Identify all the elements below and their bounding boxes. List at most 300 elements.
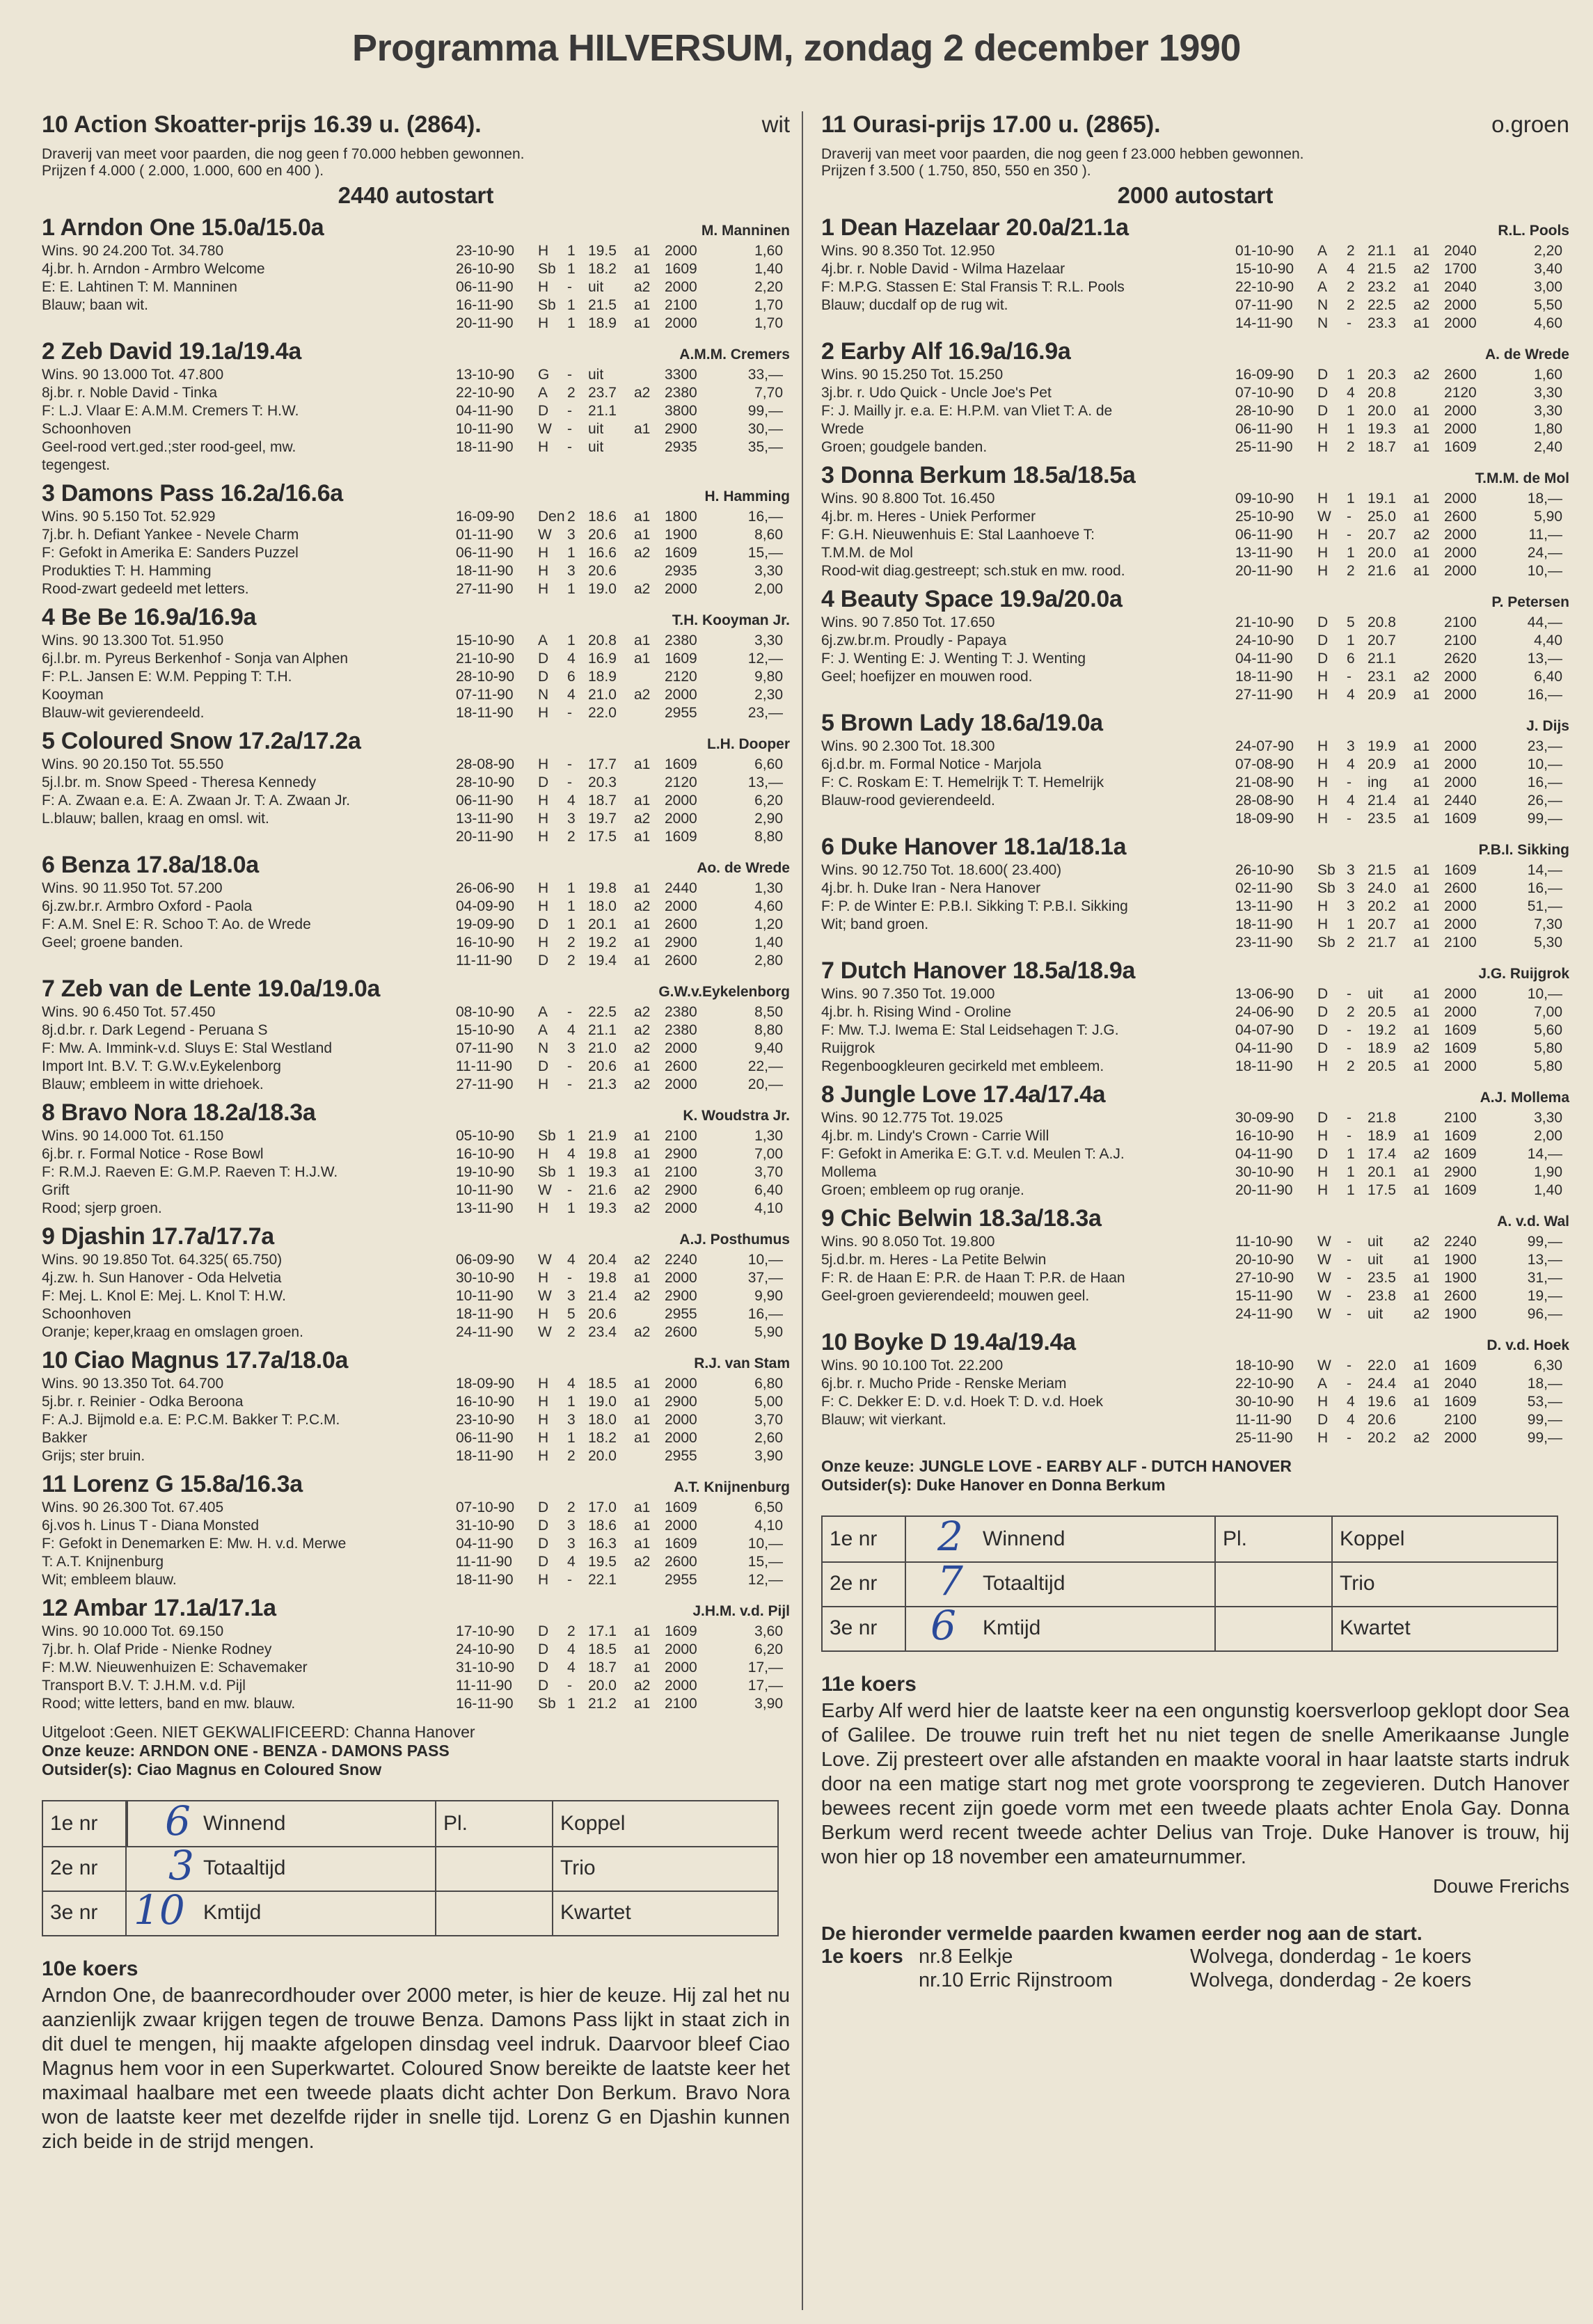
run-row	[456, 1127, 790, 1145]
run-time: 20.4	[588, 1252, 617, 1268]
run-odds: 5,80	[1534, 1040, 1562, 1056]
horse-trainer: K. Woudstra Jr.	[683, 1108, 790, 1124]
race-distance: 2000 autostart	[1117, 182, 1274, 208]
run-time: 19.4	[588, 953, 617, 969]
run-time: uit	[588, 421, 604, 437]
recent-runs	[1235, 1233, 1569, 1323]
run-odds: 5,30	[1534, 934, 1562, 950]
run-start: a1	[634, 315, 651, 331]
run-track: W	[1317, 509, 1331, 525]
run-date: 22-10-90	[1235, 1376, 1294, 1392]
run-start	[1413, 1109, 1444, 1127]
recent-runs	[456, 1375, 790, 1465]
run-place: -	[567, 1182, 572, 1198]
run-track: H	[538, 545, 549, 561]
horse-name: 1 Arndon One 15.0a/15.0a	[42, 214, 324, 241]
horse-detail-line: Grijs; ster bruin.	[42, 1448, 145, 1464]
run-odds: 14,—	[1527, 1146, 1562, 1162]
run-place: 1	[567, 1200, 576, 1216]
run-place: 1	[567, 1164, 576, 1180]
run-distance: 1700	[1444, 261, 1477, 277]
run-row	[1235, 1233, 1569, 1251]
run-distance: 2900	[665, 1394, 697, 1410]
run-date: 11-11-90	[456, 1678, 512, 1694]
run-place: 1	[1347, 421, 1355, 437]
run-distance: 2000	[665, 1660, 697, 1676]
run-start: a2	[1413, 1306, 1430, 1322]
run-start: a1	[1413, 934, 1430, 950]
horse-detail-line: Schoonhoven	[42, 421, 132, 437]
horse-name: 2 Zeb David 19.1a/19.4a	[42, 338, 301, 365]
run-track: W	[538, 421, 552, 437]
horse-detail-line: F: C. Dekker E: D. v.d. Hoek T: D. v.d. Hoek	[821, 1394, 1103, 1410]
result-row-2	[43, 1842, 777, 1892]
run-date: 24-11-90	[456, 1324, 514, 1340]
run-row	[456, 260, 790, 278]
horse-detail-line: F: P.L. Jansen E: W.M. Pepping T: T.H.	[42, 669, 292, 685]
run-track: H	[1317, 545, 1329, 561]
run-row	[456, 1659, 790, 1677]
run-date: 18-11-90	[1235, 1058, 1293, 1074]
run-track: W	[1317, 1306, 1331, 1322]
run-track: H	[538, 315, 549, 331]
run-odds: 8,60	[754, 527, 783, 543]
run-distance: 2380	[665, 1022, 697, 1038]
horse-detail-line: Wins. 90 6.450 Tot. 57.450	[42, 1004, 216, 1020]
run-time: 21.5	[588, 297, 617, 313]
horse-body	[42, 632, 790, 722]
run-track: H	[1317, 774, 1329, 790]
run-track: W	[538, 1182, 552, 1198]
run-time: 21.1	[588, 403, 617, 419]
run-row	[1235, 1181, 1569, 1200]
result-label-kwartet: Kwartet	[560, 1901, 631, 1924]
horse-entry	[42, 976, 790, 1094]
run-distance: 1609	[665, 1499, 697, 1515]
horse-header	[821, 338, 1569, 366]
run-place: -	[1347, 1110, 1352, 1126]
run-place: 1	[1347, 403, 1355, 419]
result-label-trio: Trio	[1340, 1572, 1375, 1595]
run-row	[456, 1677, 790, 1695]
run-track: W	[538, 527, 552, 543]
run-start: a1	[634, 527, 651, 543]
run-odds: 20,—	[747, 1076, 783, 1092]
run-date: 27-11-90	[456, 581, 514, 597]
horse-entry	[42, 1471, 790, 1589]
race-picks	[821, 1457, 1569, 1495]
horse-trainer: Ao. de Wrede	[697, 860, 790, 876]
run-date: 06-11-90	[456, 545, 514, 561]
recent-runs	[1235, 366, 1569, 456]
recent-runs	[456, 1499, 790, 1589]
horse-detail-line: Blauw; ducdalf op de rug wit.	[821, 297, 1008, 313]
run-track: H	[1317, 1182, 1329, 1198]
horse-name: 7 Zeb van de Lente 19.0a/19.0a	[42, 976, 381, 1002]
run-date: 18-09-90	[456, 1376, 515, 1392]
run-row	[1235, 1305, 1569, 1323]
run-track: Sb	[538, 1696, 556, 1712]
run-place: 1	[567, 261, 576, 277]
race-header	[42, 111, 790, 142]
run-distance: 2955	[665, 1306, 697, 1322]
horse-details	[42, 1251, 456, 1342]
horse-body	[42, 366, 790, 475]
run-distance: 2000	[1444, 1004, 1477, 1020]
run-time: 20.3	[1368, 367, 1396, 383]
run-date: 18-11-90	[456, 563, 514, 579]
run-distance: 1900	[1444, 1306, 1477, 1322]
run-distance: 1609	[1444, 1394, 1477, 1410]
commentary-title: 11e koers	[821, 1673, 917, 1696]
run-odds: 15,—	[747, 545, 783, 561]
run-odds: 1,60	[754, 243, 783, 259]
run-track: A	[1317, 243, 1328, 259]
run-place: 1	[567, 916, 576, 932]
run-track: D	[1317, 1022, 1329, 1038]
run-row	[1235, 614, 1569, 632]
run-start: a1	[1413, 315, 1430, 331]
run-place: -	[1347, 1288, 1352, 1304]
run-time: 20.5	[1368, 1058, 1396, 1074]
horse-body	[821, 738, 1569, 828]
result-cell-empty	[1216, 1561, 1333, 1606]
run-time: 19.6	[1368, 1394, 1396, 1410]
run-odds: 6,50	[754, 1499, 783, 1515]
run-track: N	[1317, 297, 1329, 313]
run-odds: 16,—	[747, 509, 783, 525]
run-odds: 6,80	[754, 1376, 783, 1392]
horse-detail-line: 4j.br. m. Heres - Uniek Performer	[821, 509, 1036, 525]
run-date: 11-11-90	[456, 1058, 512, 1074]
run-odds: 1,40	[754, 934, 783, 950]
run-start: a2	[634, 1182, 651, 1198]
run-place: 2	[567, 934, 576, 950]
run-place: 1	[567, 1394, 576, 1410]
run-track: H	[1317, 527, 1329, 543]
run-start	[634, 402, 665, 420]
run-date: 06-11-90	[1235, 527, 1293, 543]
run-row	[456, 1535, 790, 1553]
run-odds: 13,—	[747, 774, 783, 790]
horse-detail-line: Geel-rood vert.ged.;ster rood-geel, mw.	[42, 439, 296, 455]
run-time: 20.1	[1368, 1164, 1396, 1180]
run-track: Sb	[538, 261, 556, 277]
run-odds: 2,20	[1534, 243, 1562, 259]
horse-details	[821, 985, 1235, 1076]
horse-body	[42, 1003, 790, 1094]
run-distance: 2000	[1444, 1058, 1477, 1074]
run-date: 18-11-90	[1235, 669, 1293, 685]
run-start: a2	[634, 1324, 651, 1340]
horse-detail-line: 6j.br. r. Mucho Pride - Renske Meriam	[821, 1376, 1067, 1392]
run-date: 11-11-90	[456, 953, 512, 969]
horse-trainer: L.H. Dooper	[707, 736, 790, 752]
horse-header	[42, 728, 790, 756]
run-distance: 2620	[1444, 651, 1477, 667]
run-place: 4	[1347, 687, 1355, 703]
run-place: -	[567, 1572, 572, 1588]
run-start: a2	[634, 581, 651, 597]
run-row	[1235, 792, 1569, 810]
run-start: a2	[634, 385, 651, 401]
run-start	[634, 1305, 665, 1323]
run-row	[456, 1499, 790, 1517]
run-distance: 2000	[1444, 774, 1477, 790]
run-distance: 2600	[665, 916, 697, 932]
run-date: 06-11-90	[456, 793, 514, 809]
run-row	[1235, 315, 1569, 333]
run-row	[456, 1641, 790, 1659]
race-color: wit	[761, 111, 790, 137]
run-start: a1	[634, 1623, 651, 1639]
run-place: 2	[1347, 934, 1355, 950]
run-date: 25-11-90	[1235, 439, 1293, 455]
run-row	[1235, 1269, 1569, 1287]
run-odds: 4,40	[1534, 632, 1562, 648]
run-distance: 2000	[665, 898, 697, 914]
run-track: W	[1317, 1288, 1331, 1304]
run-time: 20.7	[1368, 632, 1396, 648]
run-date: 21-10-90	[456, 651, 515, 667]
run-row	[456, 1145, 790, 1163]
horse-detail-line: F: A. Zwaan e.a. E: A. Zwaan Jr. T: A. Zwaan Jr.	[42, 793, 351, 809]
commentary-text: Earby Alf werd hier de laatste keer na een ongunstig koersverloop geklopt door Sea of Galilee. De trouwe ruin treft het nu niet tegen de snelle Amerikaanse Jungle Love. Zij presteert over alle afstanden en maakte vooral in haar laatste starts indruk door na een matige start nog met grote voorsprong te zegevieren. Dutch Hanover bewees recent zijn goede vorm met een tweede plaats achter Enola Gay. Donna Berkum werd recent tweede achter Delius van Troje. Duke Hanover is trouw, hij won hier op 18 november een amateurnummer.	[821, 1700, 1569, 1868]
run-start: a1	[1413, 1004, 1430, 1020]
run-date: 15-10-90	[1235, 261, 1294, 277]
run-place: -	[567, 705, 572, 721]
run-row	[456, 1163, 790, 1181]
run-distance: 2900	[665, 421, 697, 437]
run-place: 4	[567, 651, 576, 667]
run-distance: 2000	[1444, 986, 1477, 1002]
run-place: -	[1347, 527, 1352, 543]
run-row	[1235, 1251, 1569, 1269]
run-odds: 5,90	[754, 1324, 783, 1340]
run-date: 13-10-90	[456, 367, 515, 383]
horse-header	[42, 1099, 790, 1127]
run-start	[634, 668, 665, 686]
run-start: a1	[634, 934, 651, 950]
horse-body	[42, 880, 790, 970]
horse-detail-line: Wins. 90 19.850 Tot. 64.325( 65.750)	[42, 1252, 283, 1268]
horse-trainer: D. v.d. Hoek	[1487, 1337, 1569, 1353]
run-distance: 2900	[665, 934, 697, 950]
run-start: a2	[1413, 1234, 1430, 1250]
run-track: H	[538, 880, 549, 896]
run-odds: 3,90	[754, 1448, 783, 1464]
run-odds: 3,60	[754, 1623, 783, 1639]
run-start	[634, 438, 665, 456]
run-distance: 1609	[665, 545, 697, 561]
run-distance: 2040	[1444, 279, 1477, 295]
run-start: a1	[1413, 545, 1430, 561]
run-time: 17.4	[1368, 1146, 1396, 1162]
run-time: 18.5	[588, 1641, 617, 1657]
earlier-venue: Wolvega, donderdag - 1e koers	[1190, 1945, 1472, 1968]
run-date: 20-10-90	[1235, 1252, 1294, 1268]
earlier-horse: nr.8 Eelkje	[919, 1945, 1013, 1968]
run-distance: 1609	[1444, 1182, 1477, 1198]
run-date: 04-11-90	[456, 1536, 514, 1552]
run-distance: 1900	[1444, 1270, 1477, 1286]
run-place: 4	[567, 1146, 576, 1162]
run-time: 23.8	[1368, 1288, 1396, 1304]
run-row	[456, 526, 790, 544]
run-row	[1235, 1003, 1569, 1021]
run-date: 20-11-90	[456, 829, 514, 845]
run-date: 07-08-90	[1235, 756, 1294, 772]
run-start: a1	[1413, 898, 1430, 914]
run-time: 18.9	[1368, 1128, 1396, 1144]
horse-body	[821, 366, 1569, 456]
run-distance: 1609	[665, 756, 697, 772]
run-odds: 4,60	[754, 898, 783, 914]
run-start: a1	[634, 1376, 651, 1392]
run-start	[1413, 632, 1444, 650]
run-start: a1	[1413, 793, 1430, 809]
run-row	[456, 632, 790, 650]
run-odds: 33,—	[747, 367, 783, 383]
run-date: 15-11-90	[1235, 1288, 1293, 1304]
run-distance: 2100	[1444, 632, 1477, 648]
run-row	[456, 774, 790, 792]
run-date: 10-11-90	[456, 421, 514, 437]
run-distance: 1609	[1444, 862, 1477, 878]
run-start: a1	[634, 1660, 651, 1676]
run-time: 21.8	[1368, 1110, 1396, 1126]
horse-entry	[821, 586, 1569, 704]
run-track: H	[1317, 421, 1329, 437]
horse-name: 6 Duke Hanover 18.1a/18.1a	[821, 834, 1127, 860]
run-time: 17.5	[588, 829, 617, 845]
run-row	[1235, 1021, 1569, 1040]
run-start: a1	[634, 1164, 651, 1180]
recent-runs	[456, 508, 790, 598]
run-place: -	[567, 756, 572, 772]
run-start: a1	[634, 261, 651, 277]
run-place: 3	[1347, 880, 1355, 896]
run-row	[456, 1571, 790, 1589]
race-picks	[42, 1723, 790, 1779]
horse-name: 9 Djashin 17.7a/17.7a	[42, 1223, 274, 1250]
result-label-pl: Pl.	[436, 1801, 553, 1846]
run-start: a2	[634, 687, 651, 703]
run-odds: 12,—	[747, 1572, 783, 1588]
run-row	[456, 580, 790, 598]
run-place: -	[567, 774, 572, 790]
cell-divider	[127, 1801, 128, 1846]
horse-details	[42, 632, 456, 722]
run-start: a1	[1413, 1252, 1430, 1268]
run-track: A	[1317, 279, 1328, 295]
run-time: 18.9	[588, 315, 617, 331]
run-place: 2	[567, 1324, 576, 1340]
run-time: 22.5	[588, 1004, 617, 1020]
outsiders: Outsider(s): Duke Hanover en Donna Berkum	[821, 1476, 1166, 1494]
run-start: a1	[1413, 880, 1430, 896]
run-row	[456, 686, 790, 704]
earlier-race	[821, 1968, 919, 1992]
outsiders: Outsider(s): Ciao Magnus en Coloured Snow	[42, 1760, 382, 1778]
run-odds: 3,30	[754, 632, 783, 648]
run-distance: 2900	[665, 1146, 697, 1162]
recent-runs	[456, 1127, 790, 1218]
run-row	[1235, 278, 1569, 296]
horse-entry	[42, 1595, 790, 1713]
run-date: 19-09-90	[456, 916, 515, 932]
run-track: D	[538, 651, 549, 667]
run-time: ing	[1368, 774, 1388, 790]
run-odds: 23,—	[747, 705, 783, 721]
run-place: -	[1347, 1430, 1352, 1446]
horse-details	[821, 614, 1235, 704]
run-place: -	[1347, 1358, 1352, 1374]
horse-name: 10 Boyke D 19.4a/19.4a	[821, 1329, 1076, 1355]
run-time: 21.3	[588, 1076, 617, 1092]
horse-body	[42, 1499, 790, 1589]
run-time: 21.2	[588, 1696, 617, 1712]
column-divider	[802, 111, 803, 2310]
run-track: H	[538, 1448, 549, 1464]
run-track: D	[538, 1641, 549, 1657]
run-track: H	[1317, 491, 1329, 507]
run-time: 20.8	[1368, 614, 1396, 630]
run-start: a1	[634, 1394, 651, 1410]
recent-runs	[456, 242, 790, 333]
run-date: 24-10-90	[456, 1641, 515, 1657]
result-cell-empty	[1216, 1606, 1333, 1650]
run-start: a2	[634, 1200, 651, 1216]
horse-name: 8 Bravo Nora 18.2a/18.3a	[42, 1099, 316, 1126]
run-start: a1	[634, 1518, 651, 1534]
horse-detail-line: Wins. 90 13.300 Tot. 51.950	[42, 632, 224, 648]
run-odds: 23,—	[1527, 738, 1562, 754]
horse-name: 3 Damons Pass 16.2a/16.6a	[42, 480, 343, 507]
horse-detail-line: Schoonhoven	[42, 1306, 132, 1322]
run-row	[456, 315, 790, 333]
run-track: D	[1317, 367, 1329, 383]
earlier-horse: nr.10 Erric Rijnstroom	[919, 1969, 1113, 1991]
run-row	[456, 1058, 790, 1076]
horse-trainer: T.H. Kooyman Jr.	[672, 612, 790, 628]
result-label-kmtijd: Kmtijd	[976, 1606, 1216, 1650]
run-date: 10-11-90	[456, 1182, 514, 1198]
run-place: 1	[567, 243, 576, 259]
run-track: D	[1317, 403, 1329, 419]
run-start: a1	[1413, 1058, 1430, 1074]
horse-details	[821, 1109, 1235, 1200]
horse-entry	[821, 1329, 1569, 1447]
run-date: 18-11-90	[456, 439, 514, 455]
run-place: 4	[567, 793, 576, 809]
run-row	[1235, 916, 1569, 934]
run-start: a1	[634, 1270, 651, 1286]
run-odds: 13,—	[1527, 651, 1562, 667]
run-track: H	[1317, 1394, 1329, 1410]
handwritten-number: 6	[165, 1797, 191, 1845]
horse-header	[42, 976, 790, 1003]
run-row	[1235, 438, 1569, 456]
run-distance: 2000	[665, 581, 697, 597]
horse-entry	[42, 1099, 790, 1218]
horse-detail-line: F: Mw. T.J. Iwema E: Stal Leidsehagen T: J.G.	[821, 1022, 1119, 1038]
run-track: W	[538, 1252, 552, 1268]
race-prizes-line: Prijzen f 4.000 ( 2.000, 1.000, 600 en 400 ).	[42, 163, 324, 179]
run-date: 01-10-90	[1235, 243, 1294, 259]
run-start	[634, 1447, 665, 1465]
run-distance: 2380	[665, 1004, 697, 1020]
